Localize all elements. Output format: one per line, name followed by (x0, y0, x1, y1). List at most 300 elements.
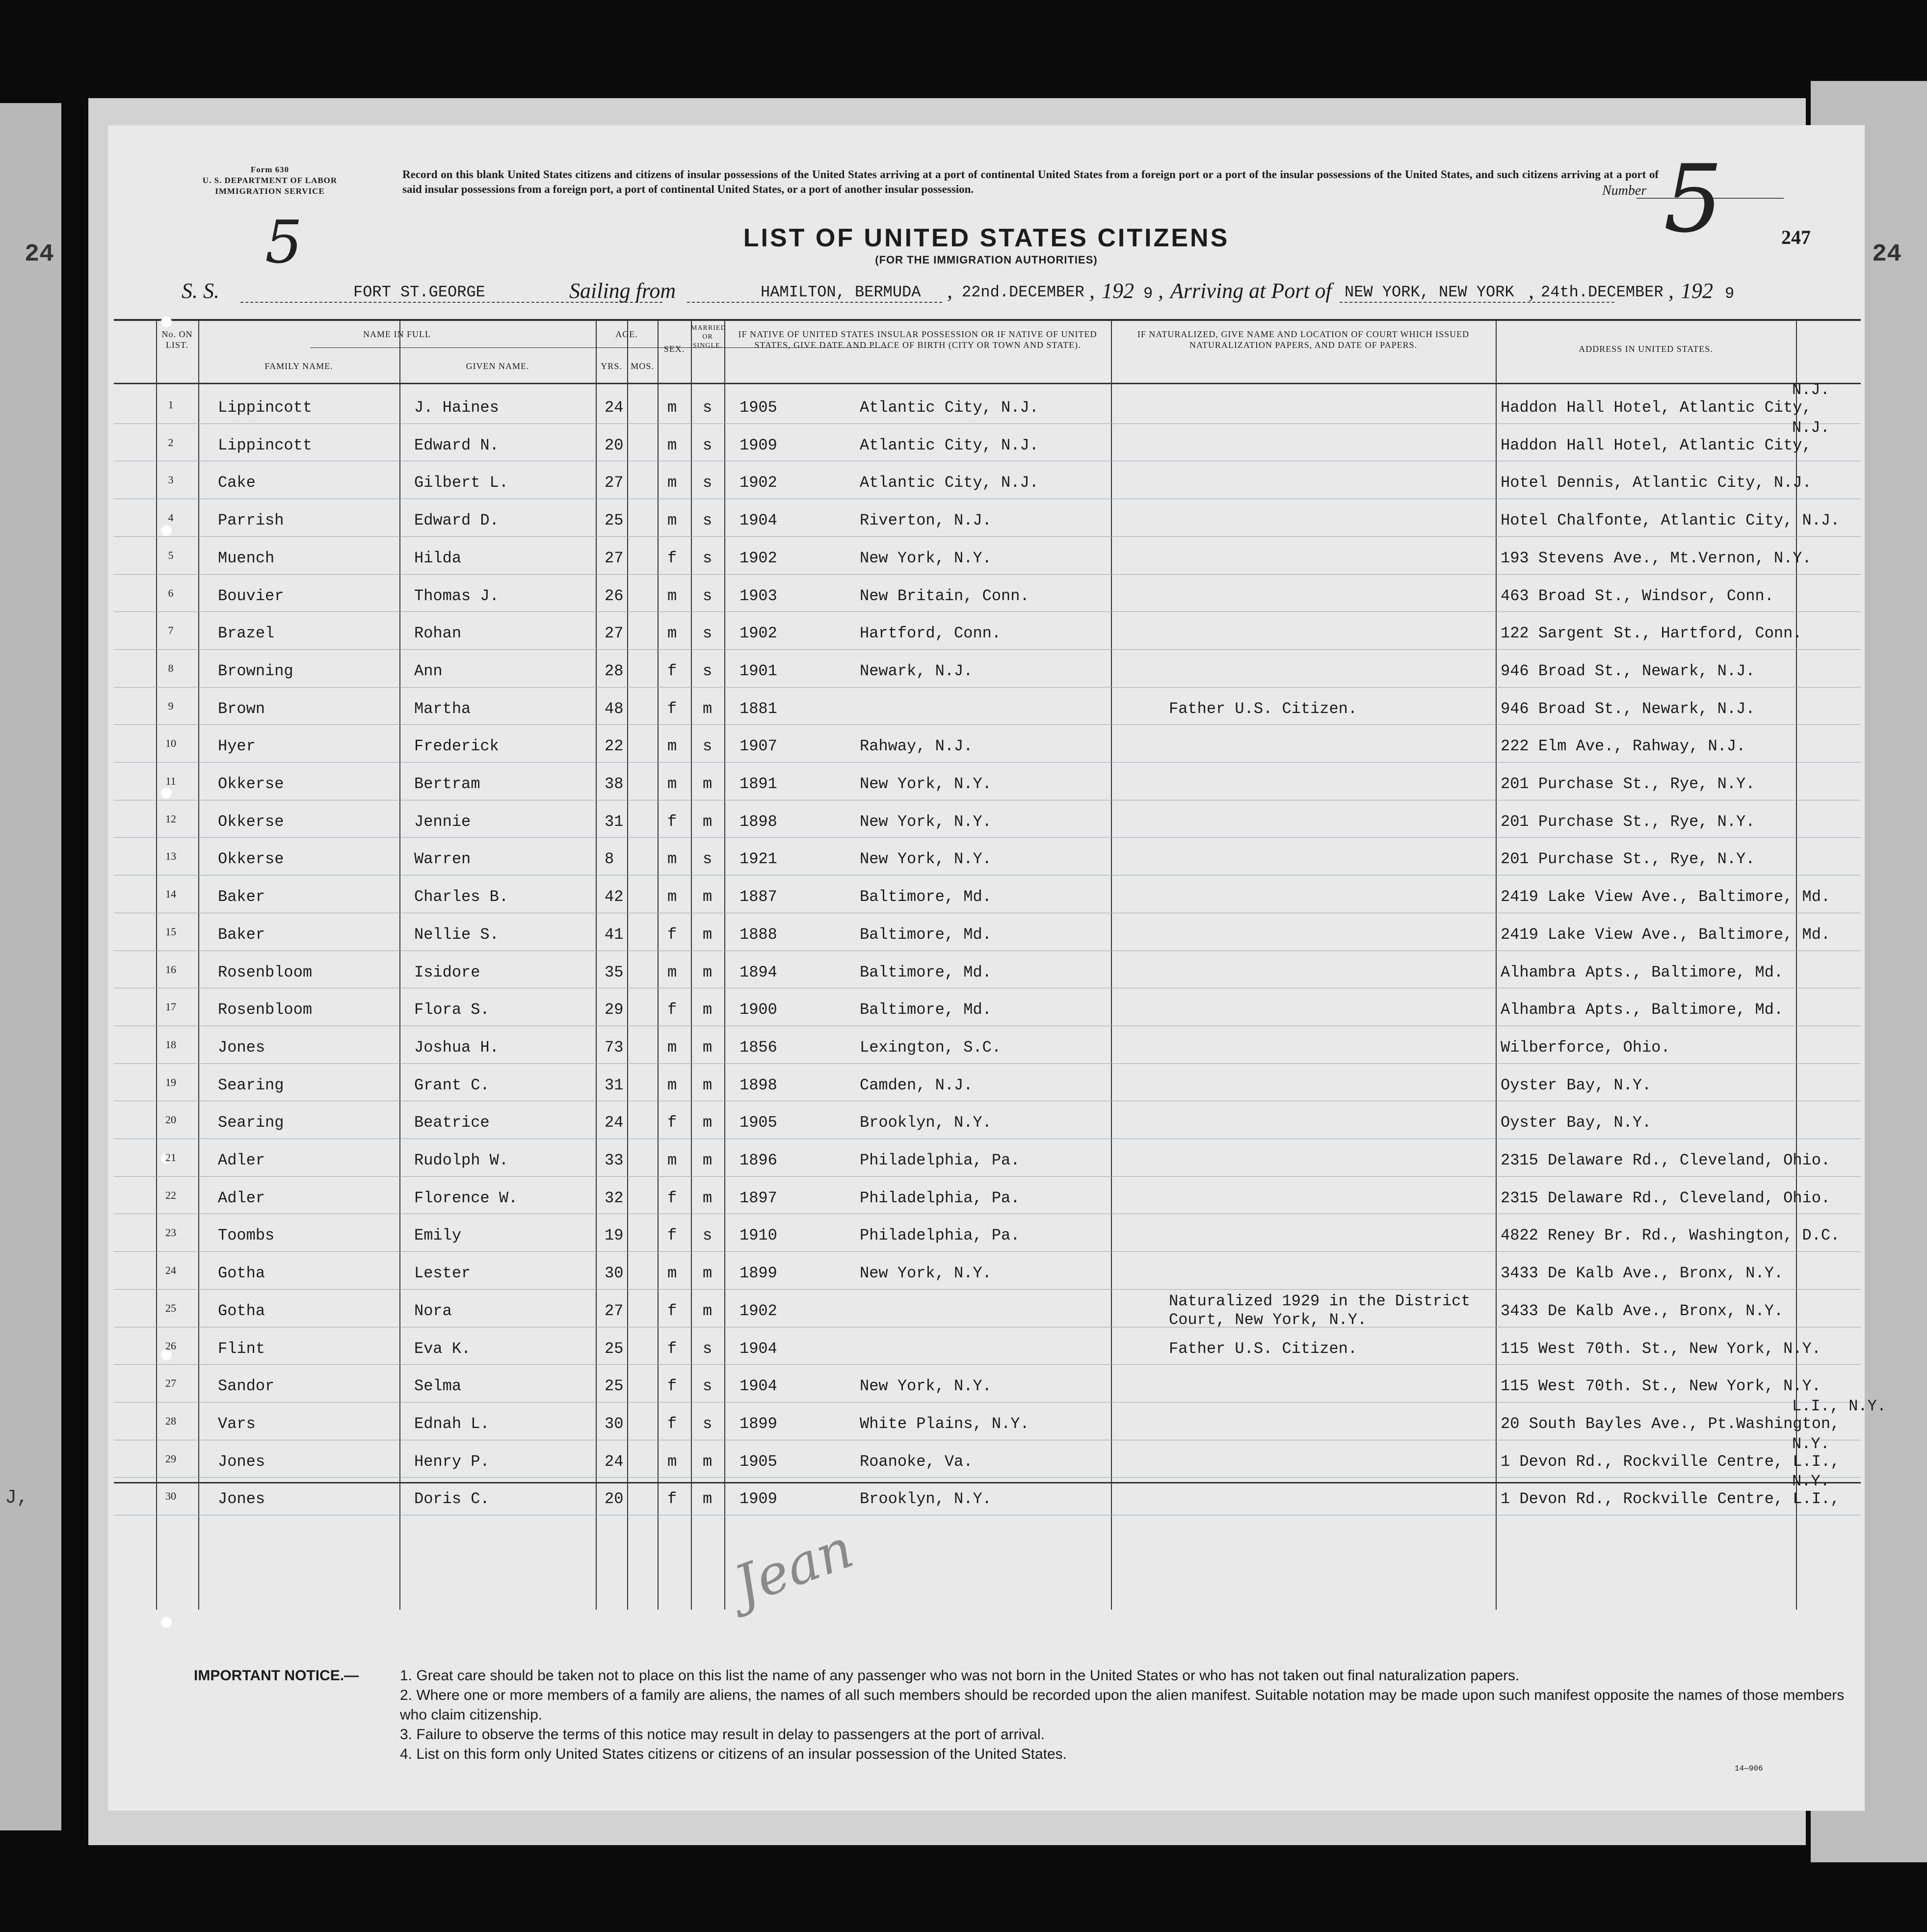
cell-family: Jones (218, 1038, 265, 1057)
cell-sex: m (667, 1151, 677, 1169)
cell-age: 8 (605, 850, 614, 869)
arriving-label: Arriving at Port of (1170, 279, 1332, 303)
cell-family: Adler (218, 1151, 265, 1169)
row-rule (114, 574, 1861, 575)
cell-family: Okkerse (218, 775, 284, 793)
col-rule (691, 319, 692, 1610)
cell-age: 41 (605, 925, 624, 944)
cell-age: 42 (605, 888, 624, 906)
cell-no: 22 (165, 1189, 176, 1201)
number-label: Number (1602, 183, 1647, 198)
cell-age: 31 (605, 1076, 624, 1094)
cell-sex: m (667, 1452, 677, 1471)
cell-given: Grant C. (414, 1076, 490, 1094)
cell-place: Atlantic City, N.J. (860, 398, 1039, 417)
cell-family: Sandor (218, 1377, 275, 1396)
cell-ms: s (703, 624, 713, 643)
cell-addr-extra: N.J. (1792, 418, 1830, 437)
passenger-table (114, 319, 1887, 1610)
cell-addr: 3433 De Kalb Ave., Bronx, N.Y. (1501, 1264, 1784, 1283)
cell-age: 22 (605, 737, 624, 756)
cell-year: 1899 (739, 1264, 777, 1283)
cell-addr: 946 Broad St., Newark, N.J. (1501, 662, 1755, 680)
cell-no: 9 (168, 699, 174, 712)
comma-sep: , (947, 279, 952, 303)
cell-no: 18 (165, 1038, 176, 1051)
cell-place: Brooklyn, N.Y. (860, 1113, 992, 1132)
cell-place: New York, N.Y. (860, 1377, 992, 1396)
cell-age: 25 (605, 1339, 624, 1358)
table-top-rule (114, 319, 1861, 321)
cell-addr: 201 Purchase St., Rye, N.Y. (1501, 850, 1755, 869)
cell-given: Frederick (414, 737, 499, 756)
cell-family: Rosenbloom (218, 1001, 313, 1019)
cell-given: Martha (414, 699, 471, 718)
cell-no: 15 (165, 925, 176, 938)
to-port: NEW YORK, NEW YORK (1345, 283, 1514, 301)
cell-no: 30 (165, 1490, 176, 1503)
cell-given: Gilbert L. (414, 474, 509, 492)
cell-sex: f (667, 1339, 677, 1358)
cell-addr: Haddon Hall Hotel, Atlantic City, (1501, 398, 1812, 417)
cell-sex: f (667, 1377, 677, 1396)
cell-no: 17 (165, 1001, 176, 1013)
cell-year: 1910 (739, 1226, 777, 1245)
service-name: IMMIGRATION SERVICE (215, 186, 325, 196)
row-rule (114, 423, 1861, 424)
cell-sex: m (667, 398, 677, 417)
cell-addr: 201 Purchase St., Rye, N.Y. (1501, 812, 1755, 831)
cell-place: White Plains, N.Y. (860, 1414, 1029, 1433)
cell-addr-extra: N.J. (1792, 381, 1830, 399)
cell-place: New Britain, Conn. (860, 586, 1029, 605)
cell-age: 24 (605, 398, 624, 417)
cell-age: 31 (605, 812, 624, 831)
row-rule (114, 1289, 1861, 1290)
from-year-digit: 9 (1143, 285, 1153, 303)
comma-sep-5: , (1668, 279, 1674, 303)
cell-no: 12 (165, 812, 176, 825)
cell-sex: f (667, 549, 677, 567)
cell-sex: m (667, 775, 677, 793)
cell-nat: Naturalized 1929 in the District Court, New York, N.Y. (1169, 1292, 1471, 1329)
cell-no: 14 (165, 888, 176, 900)
cell-given: Eva K. (414, 1339, 471, 1358)
to-year-prefix: 192 (1681, 279, 1713, 303)
to-date: 24th.DECEMBER (1541, 283, 1663, 301)
punch-hole (161, 788, 172, 798)
cell-addr: 1 Devon Rd., Rockville Centre, L.I., (1501, 1490, 1840, 1509)
cell-ms: m (703, 775, 713, 793)
header-sex: SEX. (663, 344, 685, 354)
cell-family: Gotha (218, 1301, 265, 1320)
cell-family: Toombs (218, 1226, 275, 1245)
cell-place: Philadelphia, Pa. (860, 1226, 1020, 1245)
cell-addr: Oyster Bay, N.Y. (1501, 1076, 1652, 1094)
col-rule (1496, 319, 1497, 1610)
inspector-signature: Jean (726, 1516, 861, 1617)
punch-hole (161, 317, 172, 327)
cell-ms: m (703, 1264, 713, 1283)
cell-family: Flint (218, 1339, 265, 1358)
cell-given: Bertram (414, 775, 480, 793)
cell-no: 5 (168, 549, 174, 561)
cell-given: Rohan (414, 624, 462, 643)
cell-ms: s (703, 398, 713, 417)
cell-given: Florence W. (414, 1189, 518, 1207)
cell-ms: m (703, 812, 713, 831)
list-number-handwritten: 5 (1663, 145, 1723, 253)
cell-given: Hilda (414, 549, 462, 567)
row-rule (114, 762, 1861, 763)
cell-ms: m (703, 1301, 713, 1320)
cell-place: Hartford, Conn. (860, 624, 1002, 643)
col-rule (399, 319, 400, 1610)
from-date: 22nd.DECEMBER (962, 283, 1084, 301)
cell-year: 1902 (739, 1301, 777, 1320)
cell-age: 27 (605, 624, 624, 643)
cell-no: 21 (165, 1151, 176, 1164)
col-rule (596, 319, 597, 1610)
row-rule (114, 837, 1861, 838)
cell-given: Flora S. (414, 1001, 490, 1019)
adjacent-page-fragment: J, (5, 1487, 29, 1509)
notice-item-1: 1. Great care should be taken not to place on this list the name of any passenger who was not born in the United States or who has not taken out final naturalization papers. (400, 1667, 1520, 1684)
cell-given: Lester (414, 1264, 471, 1283)
row-rule (114, 649, 1861, 650)
row-rule (114, 1364, 1861, 1365)
cell-given: Joshua H. (414, 1038, 499, 1057)
cell-ms: m (703, 1151, 713, 1169)
cell-given: Thomas J. (414, 586, 499, 605)
notice-heading: IMPORTANT NOTICE.— (194, 1667, 359, 1684)
header-married-single: MARRIED OR SINGLE. (691, 324, 726, 349)
header-bottom-rule (114, 383, 1861, 384)
cell-sex: f (667, 1490, 677, 1509)
cell-sex: m (667, 1076, 677, 1094)
cell-sex: m (667, 888, 677, 906)
cell-ms: m (703, 1490, 713, 1509)
cell-year: 1898 (739, 1076, 777, 1094)
from-port-underline (687, 302, 942, 303)
cell-family: Muench (218, 549, 275, 567)
cell-addr-extra: L.I., N.Y. (1792, 1397, 1887, 1415)
cell-no: 19 (165, 1076, 176, 1088)
cell-age: 27 (605, 1301, 624, 1320)
from-port: HAMILTON, BERMUDA (761, 283, 921, 301)
cell-family: Cake (218, 474, 256, 492)
cell-age: 20 (605, 1490, 624, 1509)
cell-sex: f (667, 1113, 677, 1132)
cell-addr: Haddon Hall Hotel, Atlantic City, (1501, 436, 1812, 454)
cell-given: Jennie (414, 812, 471, 831)
cell-given: Edward N. (414, 436, 499, 454)
record-instructions: Record on this blank United States citizens and citizens of insular possessions of the United States arriving at a port of continental United States from a foreign port or a port of the insular possessions of the United States, and such citizens arriving at a port of said insular possessions from a foreign port, a port of continental United States, or a port of another insular possession. (402, 168, 1659, 195)
cell-ms: s (703, 737, 713, 756)
cell-no: 24 (165, 1264, 176, 1277)
adjacent-page-number-left: 24 (25, 240, 54, 268)
cell-given: Edward D. (414, 511, 499, 530)
cell-year: 1891 (739, 775, 777, 793)
cell-no: 13 (165, 850, 176, 863)
notice-item-3: 3. Failure to observe the terms of this notice may result in delay to passengers at the port of arrival. (400, 1726, 1045, 1743)
cell-family: Baker (218, 925, 265, 944)
cell-ms: m (703, 963, 713, 981)
cell-addr: 222 Elm Ave., Rahway, N.J. (1501, 737, 1746, 756)
row-rule (114, 687, 1861, 688)
cell-addr: 2315 Delaware Rd., Cleveland, Ohio. (1501, 1151, 1831, 1169)
cell-given: Doris C. (414, 1490, 490, 1509)
cell-ms: s (703, 1377, 713, 1396)
cell-addr: Oyster Bay, N.Y. (1501, 1113, 1652, 1132)
cell-age: 30 (605, 1264, 624, 1283)
cell-sex: f (667, 1226, 677, 1245)
cell-place: Baltimore, Md. (860, 925, 992, 944)
cell-age: 27 (605, 474, 624, 492)
cell-ms: s (703, 549, 713, 567)
cell-ms: m (703, 1038, 713, 1057)
cell-addr: 201 Purchase St., Rye, N.Y. (1501, 775, 1755, 793)
cell-sex: m (667, 963, 677, 981)
cell-place: Rahway, N.J. (860, 737, 973, 756)
cell-no: 10 (165, 737, 176, 750)
cell-sex: f (667, 1189, 677, 1207)
cell-addr: 2419 Lake View Ave., Baltimore, Md. (1501, 925, 1831, 944)
cell-given: Warren (414, 850, 471, 869)
ship-name: FORT ST.GEORGE (353, 283, 485, 301)
cell-sex: m (667, 436, 677, 454)
cell-family: Brazel (218, 624, 275, 643)
cell-addr: 3433 De Kalb Ave., Bronx, N.Y. (1501, 1301, 1784, 1320)
cell-no: 2 (168, 436, 174, 449)
cell-no: 8 (168, 662, 174, 674)
cell-no: 20 (165, 1113, 176, 1126)
cell-addr: Wilberforce, Ohio. (1501, 1038, 1670, 1057)
punch-hole (161, 1617, 172, 1628)
header-name-in-full: NAME IN FULL (363, 329, 431, 339)
header-age: AGE. (615, 329, 638, 339)
header-months: MOS. (631, 361, 654, 371)
cell-family: Vars (218, 1414, 256, 1433)
cell-no: 1 (168, 398, 174, 411)
cell-place: New York, N.Y. (860, 812, 992, 831)
cell-year: 1905 (739, 398, 777, 417)
cell-given: Rudolph W. (414, 1151, 509, 1169)
cell-place: New York, N.Y. (860, 850, 992, 869)
cell-addr: 122 Sargent St., Hartford, Conn. (1501, 624, 1802, 643)
cell-sex: f (667, 1301, 677, 1320)
cell-year: 1900 (739, 1001, 777, 1019)
cell-place: Camden, N.J. (860, 1076, 973, 1094)
col-rule (627, 319, 628, 1610)
cell-addr: 20 South Bayles Ave., Pt.Washington, (1501, 1414, 1840, 1433)
cell-place: Brooklyn, N.Y. (860, 1490, 992, 1509)
header-naturalized: IF NATURALIZED, GIVE NAME AND LOCATION OF COURT WHICH ISSUED NATURALIZATION PAPERS, AND DATE OF PAPERS. (1137, 329, 1470, 350)
cell-family: Gotha (218, 1264, 265, 1283)
cell-year: 1905 (739, 1113, 777, 1132)
from-year-prefix: 192 (1102, 279, 1134, 303)
cell-ms: m (703, 1452, 713, 1471)
cell-addr-extra: N.Y. (1792, 1434, 1830, 1453)
cell-no: 3 (168, 474, 174, 486)
cell-year: 1909 (739, 436, 777, 454)
cell-family: Searing (218, 1113, 284, 1132)
important-notice (194, 1666, 1845, 1762)
cell-no: 16 (165, 963, 176, 976)
page-title: LIST OF UNITED STATES CITIZENS (743, 224, 1230, 252)
cell-nat: Father U.S. Citizen. (1169, 1339, 1358, 1358)
col-rule (1111, 319, 1112, 1610)
row-rule (114, 724, 1861, 725)
col-rule (724, 319, 725, 1610)
cell-no: 26 (165, 1339, 176, 1352)
cell-year: 1888 (739, 925, 777, 944)
cell-given: Nora (414, 1301, 452, 1320)
cell-age: 24 (605, 1113, 624, 1132)
cell-year: 1905 (739, 1452, 777, 1471)
cell-year: 1901 (739, 662, 777, 680)
cell-no: 29 (165, 1452, 176, 1465)
row-rule (114, 1402, 1861, 1403)
cell-year: 1907 (739, 737, 777, 756)
cell-no: 7 (168, 624, 174, 637)
cell-age: 19 (605, 1226, 624, 1245)
cell-no: 23 (165, 1226, 176, 1239)
cell-year: 1894 (739, 963, 777, 981)
row-rule (114, 611, 1861, 612)
cell-place: New York, N.Y. (860, 549, 992, 567)
cell-age: 25 (605, 511, 624, 530)
department-name: U. S. DEPARTMENT OF LABOR (202, 176, 338, 185)
cell-no: 4 (168, 511, 174, 524)
cell-addr: 115 West 70th. St., New York, N.Y. (1501, 1339, 1821, 1358)
row-rule (114, 1251, 1861, 1252)
cell-no: 27 (165, 1377, 176, 1390)
cell-age: 27 (605, 549, 624, 567)
row-rule (114, 1063, 1861, 1064)
row-rule (114, 1138, 1861, 1139)
cell-given: Ann (414, 662, 443, 680)
cell-sex: m (667, 737, 677, 756)
cell-year: 1903 (739, 586, 777, 605)
cell-family: Lippincott (218, 398, 313, 417)
cell-year: 1896 (739, 1151, 777, 1169)
cell-given: Selma (414, 1377, 462, 1396)
cell-family: Jones (218, 1490, 265, 1509)
cell-age: 20 (605, 436, 624, 454)
cell-year: 1904 (739, 1377, 777, 1396)
cell-given: Isidore (414, 963, 480, 981)
cell-family: Browning (218, 662, 293, 680)
cell-ms: m (703, 1001, 713, 1019)
cell-addr: Hotel Dennis, Atlantic City, N.J. (1501, 474, 1812, 492)
header-years: YRS. (601, 361, 622, 371)
cell-year: 1902 (739, 549, 777, 567)
ss-label: S. S. (182, 279, 219, 303)
adjacent-page-number-right: 24 (1872, 240, 1902, 268)
cell-place: Philadelphia, Pa. (860, 1151, 1020, 1169)
cell-given: Beatrice (414, 1113, 490, 1132)
cell-addr: Alhambra Apts., Baltimore, Md. (1501, 963, 1784, 981)
cell-place: Roanoke, Va. (860, 1452, 973, 1471)
cell-age: 35 (605, 963, 624, 981)
form-print-code: 14—906 (1735, 1764, 1763, 1773)
to-year-digit: 9 (1725, 285, 1735, 303)
cell-year: 1899 (739, 1414, 777, 1433)
cell-ms: m (703, 888, 713, 906)
cell-given: Henry P. (414, 1452, 490, 1471)
header-list-no: No. ON LIST. (161, 329, 193, 350)
cell-sex: m (667, 1038, 677, 1057)
cell-ms: s (703, 436, 713, 454)
cell-sex: m (667, 850, 677, 869)
cell-family: Jones (218, 1452, 265, 1471)
cell-addr: 463 Broad St., Windsor, Conn. (1501, 586, 1774, 605)
cell-no: 11 (165, 775, 176, 787)
cell-year: 1898 (739, 812, 777, 831)
cell-no: 6 (168, 586, 174, 599)
cell-addr: 4822 Reney Br. Rd., Washington, D.C. (1501, 1226, 1840, 1245)
cell-ms: m (703, 1113, 713, 1132)
cell-place: Newark, N.J. (860, 662, 973, 680)
cell-sex: m (667, 474, 677, 492)
cell-sex: m (667, 624, 677, 643)
cell-sex: m (667, 586, 677, 605)
cell-nat: Father U.S. Citizen. (1169, 699, 1358, 718)
cell-given: J. Haines (414, 398, 499, 417)
cell-year: 1904 (739, 1339, 777, 1358)
cell-family: Okkerse (218, 850, 284, 869)
cell-place: Lexington, S.C. (860, 1038, 1002, 1057)
page-subtitle: (FOR THE IMMIGRATION AUTHORITIES) (875, 254, 1098, 266)
cell-ms: s (703, 850, 713, 869)
notice-items (400, 1666, 1852, 1764)
cell-age: 29 (605, 1001, 624, 1019)
cell-ms: s (703, 586, 713, 605)
cell-sex: m (667, 1264, 677, 1283)
cell-addr: 946 Broad St., Newark, N.J. (1501, 699, 1755, 718)
cell-ms: m (703, 699, 713, 718)
cell-year: 1904 (739, 511, 777, 530)
to-port-underline (1340, 302, 1614, 303)
cell-family: Lippincott (218, 436, 313, 454)
header-address: ADDRESS IN UNITED STATES. (1579, 344, 1713, 354)
cell-place: New York, N.Y. (860, 1264, 992, 1283)
cell-sex: m (667, 511, 677, 530)
cell-family: Searing (218, 1076, 284, 1094)
cell-sex: f (667, 662, 677, 680)
cell-year: 1921 (739, 850, 777, 869)
cell-ms: s (703, 1414, 713, 1433)
cell-age: 38 (605, 775, 624, 793)
cell-ms: s (703, 1339, 713, 1358)
cell-ms: m (703, 1076, 713, 1094)
cell-year: 1856 (739, 1038, 777, 1057)
cell-year: 1887 (739, 888, 777, 906)
cell-given: Nellie S. (414, 925, 499, 944)
cell-ms: s (703, 1226, 713, 1245)
comma-sep-4: , (1529, 279, 1534, 303)
cell-ms: s (703, 511, 713, 530)
cell-family: Okkerse (218, 812, 284, 831)
cell-family: Brown (218, 699, 265, 718)
cell-age: 24 (605, 1452, 624, 1471)
cell-age: 48 (605, 699, 624, 718)
cell-age: 73 (605, 1038, 624, 1057)
cell-addr-extra: N.Y. (1792, 1472, 1830, 1491)
cell-family: Hyer (218, 737, 256, 756)
cell-ms: s (703, 474, 713, 492)
